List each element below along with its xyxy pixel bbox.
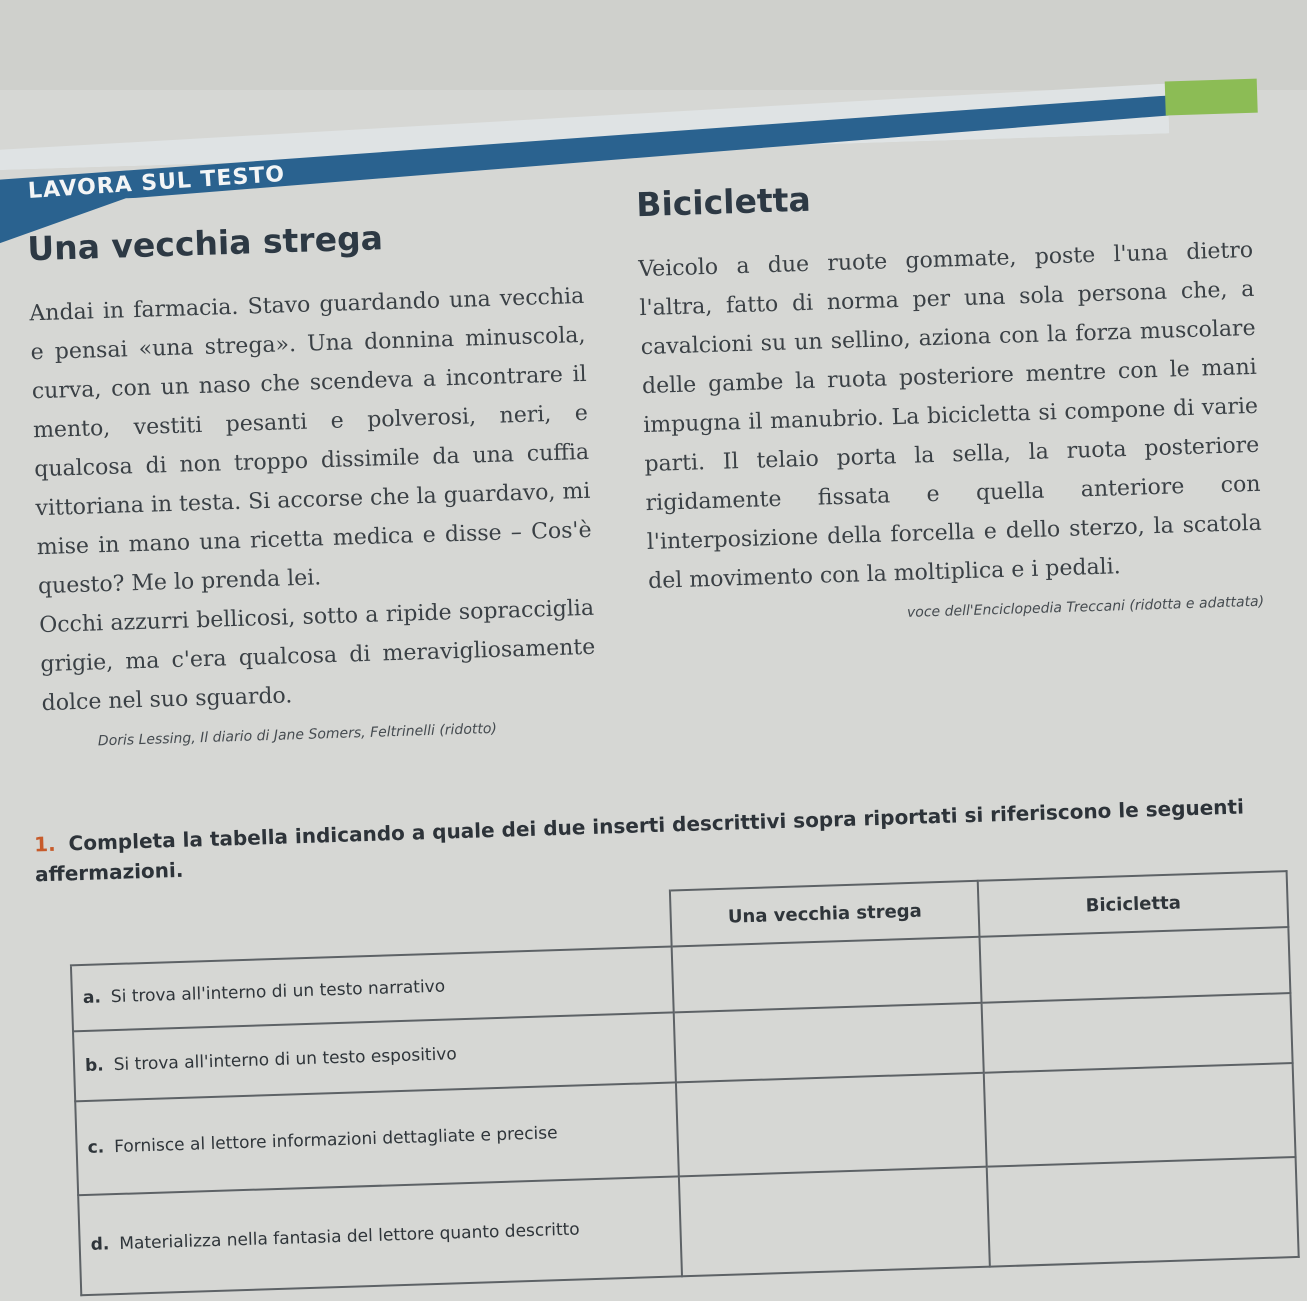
- answer-cell-strega[interactable]: [672, 937, 982, 1013]
- exercise-text: Completa la tabella indicando a quale dei due inserti descrittivi sopra riportati si riferiscono le seguenti affermazioni.: [34, 794, 1245, 887]
- answer-cell-bicicletta[interactable]: [982, 993, 1293, 1073]
- excerpt-source-strega: Doris Lessing, Il diario di Jane Somers, Feltrinelli (ridotto): [97, 720, 498, 750]
- answer-cell-bicicletta[interactable]: [980, 927, 1290, 1003]
- column-header-bicicletta: Bicicletta: [978, 871, 1288, 937]
- row-letter: d.: [90, 1234, 110, 1255]
- excerpt-title-bicicletta: Bicicletta: [635, 179, 812, 225]
- excerpt-left: [27, 212, 598, 751]
- exercise-prompt: [34, 790, 1285, 889]
- answer-cell-strega[interactable]: [676, 1073, 987, 1177]
- header-green-block: [1165, 79, 1258, 116]
- excerpt-source-bicicletta: voce dell'Enciclopedia Treccani (ridotta e adattata): [906, 593, 1265, 621]
- paragraph: Andai in farmacia. Stavo guardando una vecchia e pensai «una strega». Una donnina minuscola, curva, con un naso che scendeva a incontrare il mento, vestiti pesanti e polverosi, neri, e qualcosa di non troppo dissimile da una cuffia vittoriana in testa. Si accorse che la guardavo, mi mise in mano una ricetta medica e disse – Cos'è questo? Me lo prenda lei.: [29, 283, 592, 600]
- column-header-strega: Una vecchia strega: [670, 881, 980, 947]
- row-letter: a.: [82, 987, 102, 1008]
- row-letter: b.: [84, 1055, 105, 1076]
- answer-cell-strega[interactable]: [679, 1167, 991, 1277]
- excerpt-title-strega: Una vecchia strega: [26, 218, 384, 269]
- answer-cell-bicicletta[interactable]: [984, 1063, 1295, 1167]
- excerpt-text-bicicletta: [638, 231, 1264, 601]
- row-statement: Materializza nella fantasia del lettore quanto descritto: [119, 1219, 580, 1254]
- row-statement: Fornisce al lettore informazioni dettagliate e precise: [113, 1123, 558, 1158]
- exercise-number: 1.: [33, 831, 56, 857]
- excerpt-right: [636, 166, 1265, 629]
- row-statement: Si trova all'interno di un testo narrativo: [110, 976, 446, 1008]
- section-label: LAVORA SUL TESTO: [27, 161, 286, 204]
- answer-cell-bicicletta[interactable]: [987, 1157, 1299, 1267]
- exercise-table: [68, 870, 1300, 1296]
- row-letter: c.: [87, 1137, 105, 1158]
- paragraph: Veicolo a due ruote gommate, poste l'una dietro l'altra, fatto di norma per una sola persona che, a cavalcioni su un sellino, aziona con la forza muscolare delle gambe la ruota posteriore mentre con le mani impugna il manubrio. La bicicletta si compone di varie parti. Il telaio porta la sella, la ruota posteriore rigidamente fissata e quella anteriore con l'interposizione della forcella e dello sterzo, la scatola del movimento con la moltiplica e i pedali.: [637, 237, 1263, 595]
- row-statement: Si trova all'interno di un testo espositivo: [113, 1044, 458, 1076]
- excerpt-text-strega: [29, 277, 597, 723]
- paragraph: Occhi azzurri bellicosi, sotto a ripide sopracciglia grigie, ma c'era qualcosa di meravigliosamente dolce nel suo sguardo.: [38, 595, 596, 717]
- answer-cell-strega[interactable]: [674, 1003, 985, 1083]
